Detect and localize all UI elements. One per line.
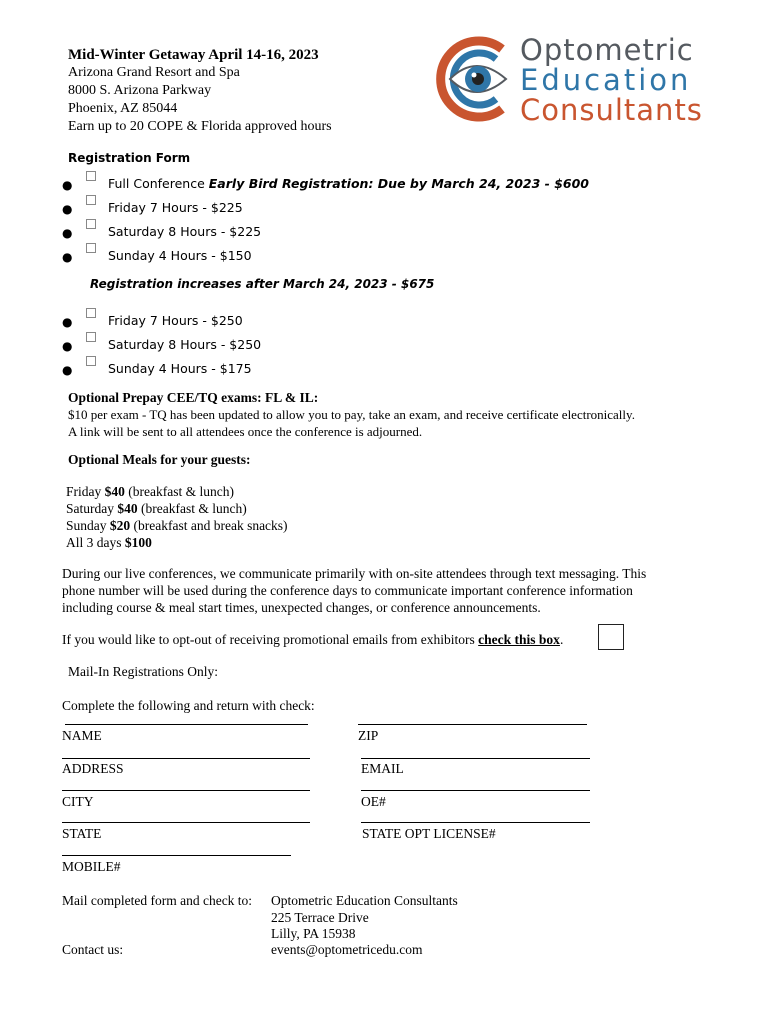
option-label: Sunday 4 Hours - $175 (108, 361, 252, 376)
optout-text: If you would like to opt-out of receiving promotional emails from exhibitors check this box. (62, 632, 564, 647)
registration-increase-note: Registration increases after March 24, 2023 - $675 (90, 277, 435, 291)
city-label: CITY (62, 794, 94, 809)
checkbox-friday-early[interactable] (86, 195, 96, 205)
check-this-box-label: check this box (478, 632, 560, 647)
mobile-line[interactable] (62, 855, 291, 856)
zip-line[interactable] (358, 724, 587, 725)
event-title: Mid-Winter Getaway April 14-16, 2023 (68, 47, 319, 63)
cee-line-1: $10 per exam - TQ has been updated to allow you to pay, take an exam, and receive certificate electronically. (68, 407, 635, 422)
logo-word-3: Consultants (520, 93, 703, 127)
mail-to-street: 225 Terrace Drive (271, 910, 369, 925)
mailin-instructions: Complete the following and return with check: (62, 698, 315, 713)
optout-checkbox[interactable] (598, 624, 624, 650)
cee-line-2: A link will be sent to all attendees once the conference is adjourned. (68, 424, 423, 439)
bullet: ● (62, 339, 73, 353)
bullet: ● (62, 178, 73, 192)
oe-line[interactable] (361, 790, 590, 791)
meals-title: Optional Meals for your guests: (68, 452, 251, 467)
email-line[interactable] (361, 758, 590, 759)
oec-logo (430, 33, 720, 125)
contact-email[interactable]: events@optometricedu.com (271, 942, 423, 957)
mobile-label: MOBILE# (62, 859, 121, 874)
option-label: Friday 7 Hours - $250 (108, 313, 243, 328)
checkbox-saturday-early[interactable] (86, 219, 96, 229)
event-header (68, 46, 332, 136)
zip-label: ZIP (358, 728, 379, 743)
bullet: ● (62, 315, 73, 329)
eye-logo-icon (430, 33, 522, 125)
registration-title: Registration Form (68, 151, 191, 165)
option-label: Sunday 4 Hours - $150 (108, 248, 252, 263)
credits-note: Earn up to 20 COPE & Florida approved hours (68, 119, 332, 134)
bullet: ● (62, 202, 73, 216)
meal-friday: Friday $40 (breakfast & lunch) (66, 484, 234, 499)
venue-street: 8000 S. Arizona Parkway (68, 83, 212, 98)
texting-line-2: phone number will be used during the conference days to communicate important conference information (62, 583, 633, 598)
state-label: STATE (62, 826, 102, 841)
checkbox-sunday-early[interactable] (86, 243, 96, 253)
checkbox-sunday-late[interactable] (86, 356, 96, 366)
checkbox-full-conference[interactable] (86, 171, 96, 181)
license-label: STATE OPT LICENSE# (362, 826, 496, 841)
option-label: Friday 7 Hours - $225 (108, 200, 243, 215)
meal-sunday: Sunday $20 (breakfast and break snacks) (66, 518, 288, 533)
option-label: Full Conference Early Bird Registration: Due by March 24, 2023 - $600 (108, 176, 590, 191)
checkbox-saturday-late[interactable] (86, 332, 96, 342)
logo-word-1: Optometric (520, 33, 694, 67)
name-line[interactable] (65, 724, 308, 725)
meal-saturday: Saturday $40 (breakfast & lunch) (66, 501, 247, 516)
checkbox-friday-late[interactable] (86, 308, 96, 318)
texting-line-1: During our live conferences, we communicate primarily with on-site attendees through text messaging. This (62, 566, 647, 581)
option-label: Saturday 8 Hours - $250 (108, 337, 262, 352)
city-line[interactable] (62, 790, 310, 791)
contact-label: Contact us: (62, 942, 124, 957)
venue-name: Arizona Grand Resort and Spa (68, 65, 240, 80)
logo-word-2: Education (520, 63, 692, 97)
option-label: Saturday 8 Hours - $225 (108, 224, 262, 239)
bullet: ● (62, 226, 73, 240)
mailin-heading: Mail-In Registrations Only: (68, 664, 218, 679)
oe-label: OE# (361, 794, 386, 809)
bullet: ● (62, 363, 73, 377)
license-line[interactable] (361, 822, 590, 823)
mail-to-label: Mail completed form and check to: (62, 893, 253, 908)
venue-city: Phoenix, AZ 85044 (68, 101, 178, 116)
bullet: ● (62, 250, 73, 264)
meal-all-days: All 3 days $100 (66, 535, 152, 550)
name-label: NAME (62, 728, 102, 743)
address-label: ADDRESS (62, 761, 124, 776)
mail-to-org: Optometric Education Consultants (271, 893, 458, 908)
cee-title: Optional Prepay CEE/TQ exams: FL & IL: (68, 390, 319, 405)
mail-to-city: Lilly, PA 15938 (271, 926, 356, 941)
email-label: EMAIL (361, 761, 404, 776)
state-line[interactable] (62, 822, 310, 823)
address-line[interactable] (62, 758, 310, 759)
texting-line-3: including course & meal start times, unexpected changes, or conference announcements. (62, 600, 541, 615)
